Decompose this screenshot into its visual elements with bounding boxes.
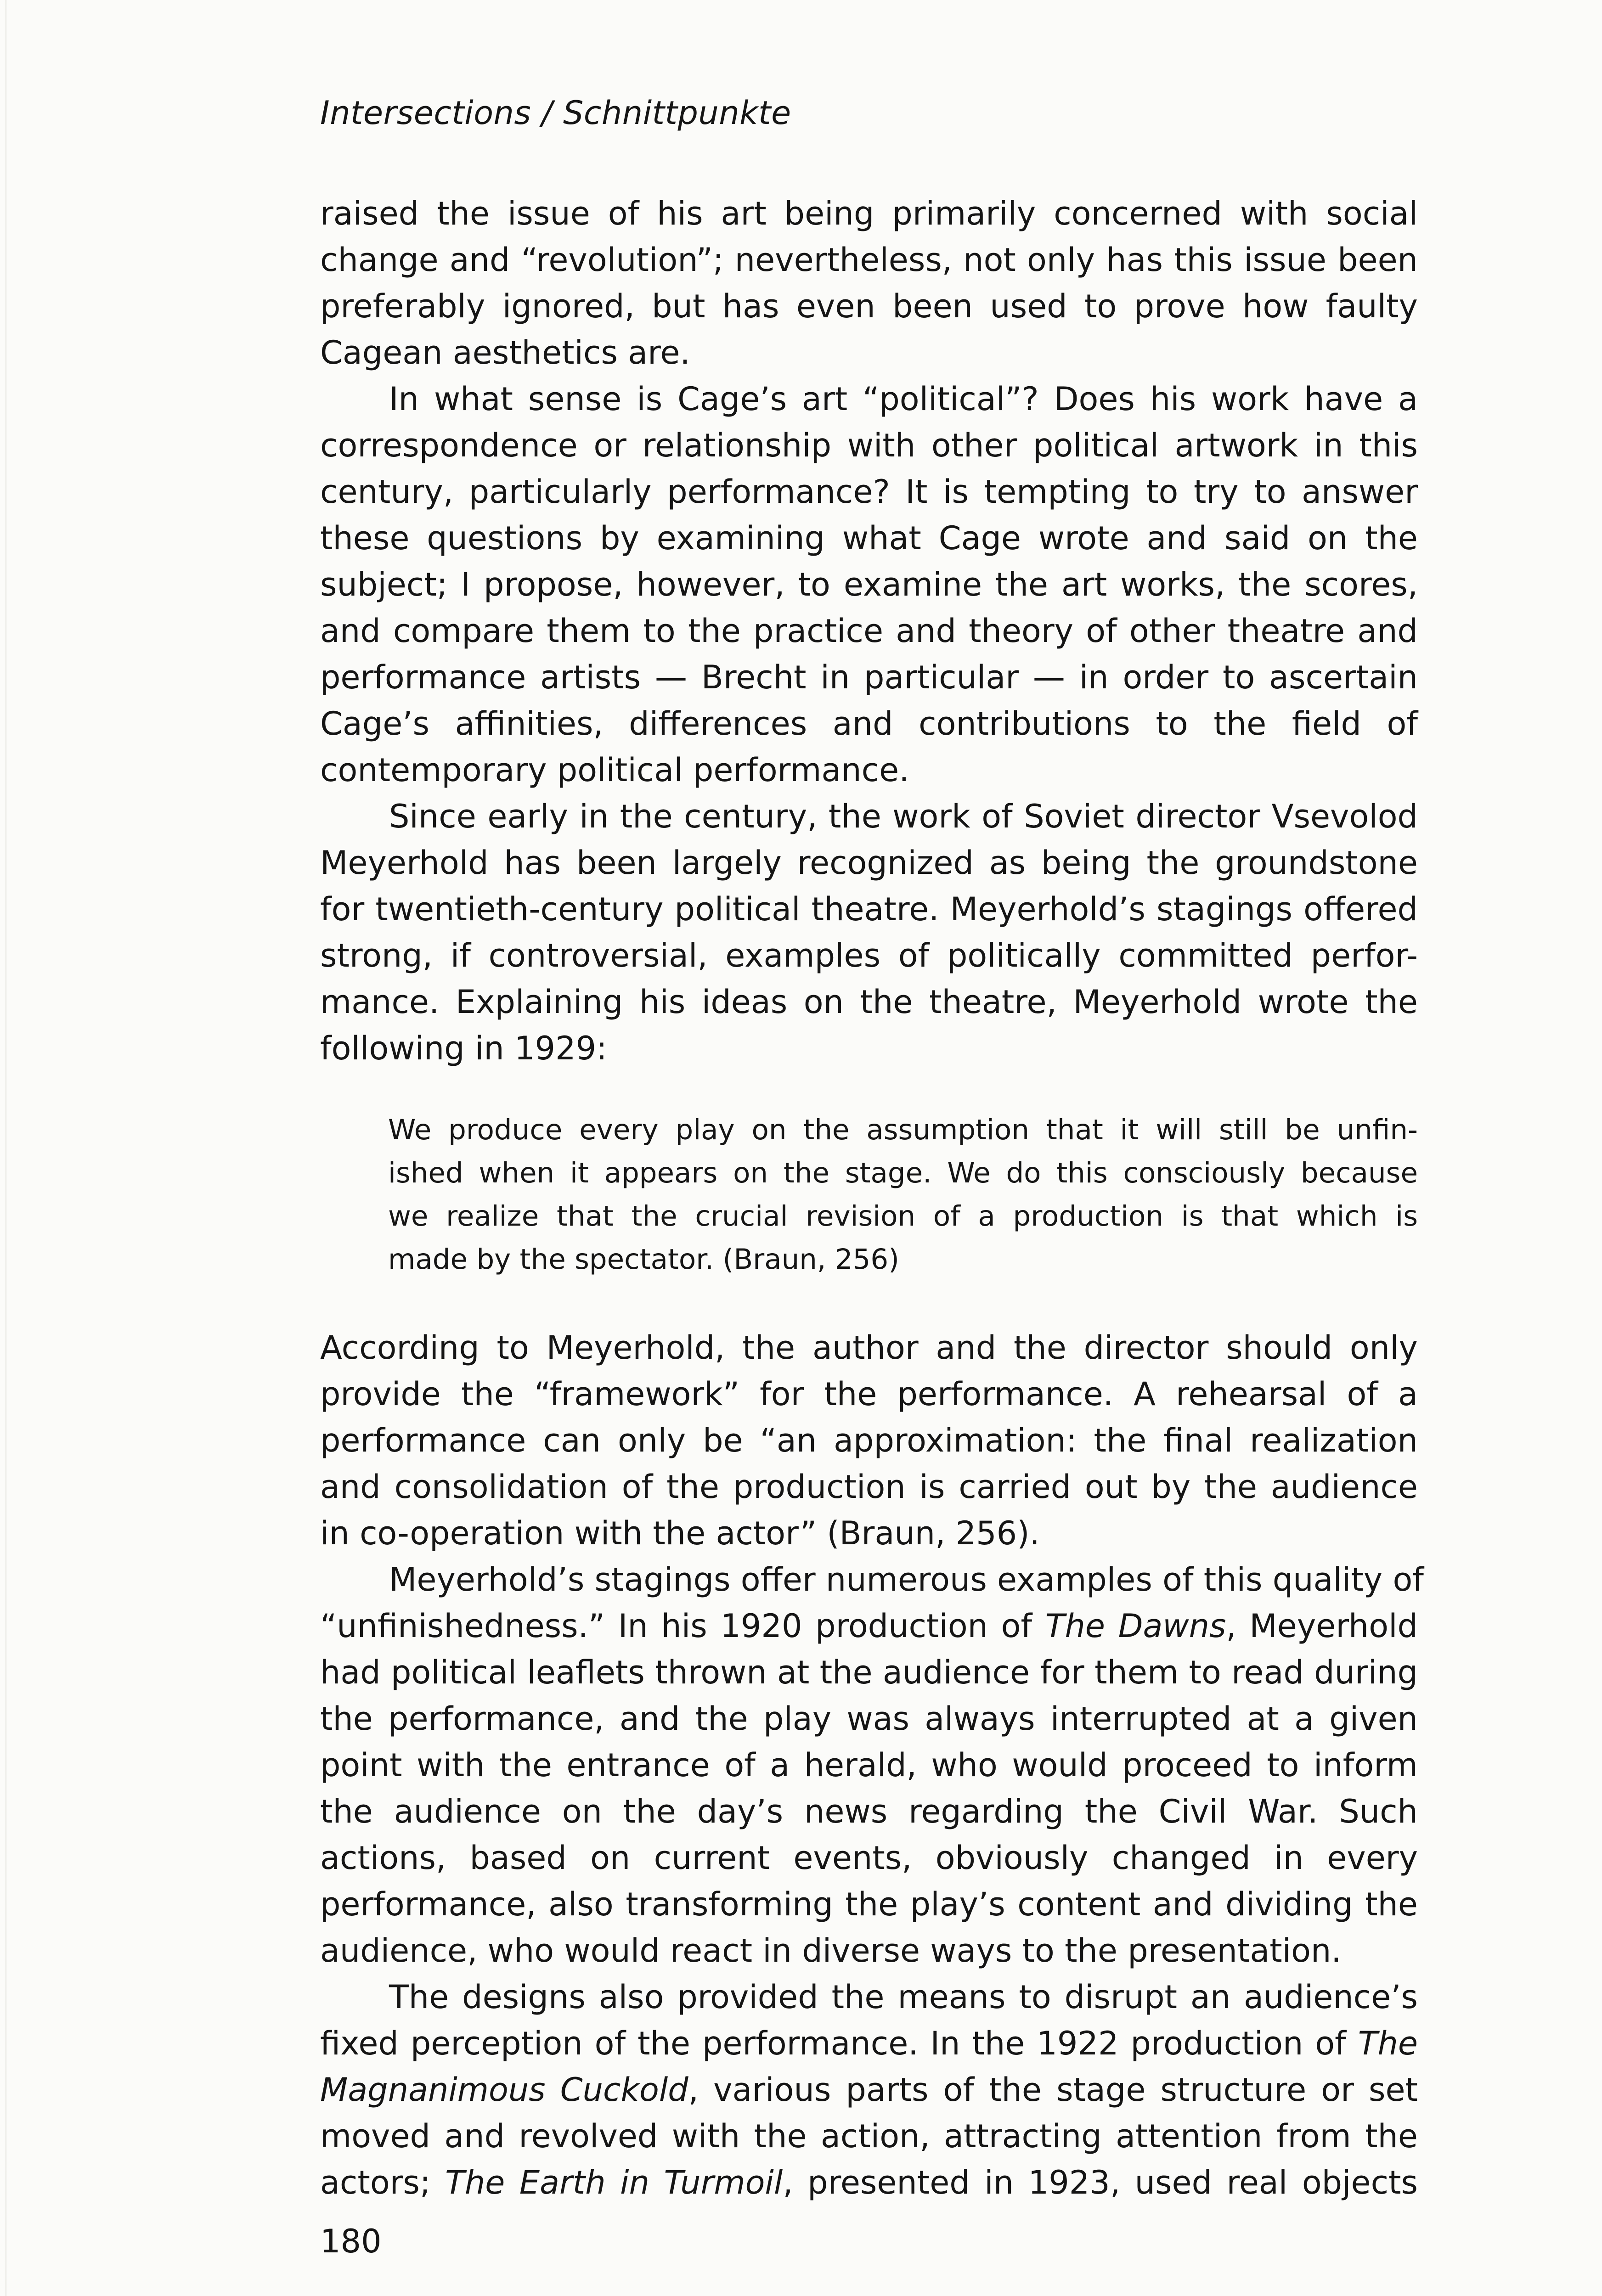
text-line: performance can only be “an approximation: the final realization bbox=[320, 1422, 1418, 1459]
text-line: moved and revolved with the action, attracting attention from the bbox=[320, 2117, 1418, 2155]
text-line: Meyerhold has been largely recognized as being the groundstone bbox=[320, 844, 1418, 882]
paragraph-3 bbox=[320, 793, 1418, 1072]
page-number: 180 bbox=[320, 2223, 382, 2260]
paragraph-4 bbox=[320, 1325, 1418, 1557]
text-line: these questions by examining what Cage wrote and said on the bbox=[320, 519, 1418, 557]
text-line: raised the issue of his art being primarily concerned with social bbox=[320, 195, 1418, 232]
text-line: in co-operation with the actor” (Braun, 256). bbox=[320, 1514, 1040, 1552]
text-line: and compare them to the practice and theory of other theatre and bbox=[320, 612, 1418, 650]
text-line: strong, if controversial, examples of politically committed perfor- bbox=[320, 937, 1418, 974]
paragraph-1 bbox=[320, 191, 1418, 376]
text-line: following in 1929: bbox=[320, 1030, 607, 1067]
title-the-dawns: The Dawns bbox=[1045, 1607, 1226, 1645]
text-line: Since early in the century, the work of Soviet director Vsevolod bbox=[389, 798, 1418, 835]
paragraph-2 bbox=[320, 376, 1418, 793]
text-line: According to Meyerhold, the author and the director should only bbox=[320, 1329, 1418, 1367]
title-magnanimous-cuckold: Magnanimous Cuckold bbox=[320, 2071, 688, 2109]
text-line: the performance, and the play was always interrupted at a given bbox=[320, 1700, 1418, 1738]
text-line: In what sense is Cage’s art “political”? Does his work have a bbox=[389, 380, 1418, 418]
text-run: “unfinishedness.” In his 1920 production of bbox=[320, 1607, 1045, 1645]
text-line bbox=[320, 1603, 1418, 1649]
text-line: contemporary political performance. bbox=[320, 751, 909, 789]
text-run: , various parts of the stage structure or set bbox=[688, 2071, 1418, 2109]
running-head: Intersections / Schnittpunkte bbox=[320, 94, 791, 132]
text-line: century, particularly performance? It is tempting to try to answer bbox=[320, 473, 1418, 511]
text-line: provide the “framework” for the performance. A rehearsal of a bbox=[320, 1375, 1418, 1413]
text-line: and consolidation of the production is carried out by the audience bbox=[320, 1468, 1418, 1506]
text-run: , Meyerhold bbox=[1226, 1607, 1418, 1645]
block-quote bbox=[388, 1109, 1418, 1281]
title-earth-in-turmoil: The Earth in Turmoil bbox=[445, 2164, 783, 2201]
text-line: had political leaflets thrown at the audience for them to read during bbox=[320, 1654, 1418, 1691]
text-line: Meyerhold’s stagings offer numerous examples of this quality of bbox=[389, 1561, 1424, 1598]
text-run: fixed perception of the performance. In the 1922 production of bbox=[320, 2025, 1358, 2062]
text-line: performance, also transforming the play’s content and dividing the bbox=[320, 1885, 1418, 1923]
text-line: change and “revolution”; nevertheless, not only has this issue been bbox=[320, 241, 1418, 279]
text-run: actors; bbox=[320, 2164, 446, 2201]
text-line: Cage’s affinities, differences and contributions to the field of bbox=[320, 705, 1418, 743]
quote-line: we realize that the crucial revision of a production is that which is bbox=[388, 1200, 1418, 1232]
text-line: actions, based on current events, obviously changed in every bbox=[320, 1839, 1418, 1877]
paragraph-5 bbox=[320, 1557, 1424, 1974]
text-line: Cagean aesthetics are. bbox=[320, 334, 690, 371]
text-line: preferably ignored, but has even been used to prove how faulty bbox=[320, 287, 1418, 325]
text-line: The designs also provided the means to disrupt an audience’s bbox=[389, 1978, 1418, 2016]
paragraph-6 bbox=[320, 1974, 1418, 2206]
text-line bbox=[320, 2067, 1418, 2113]
quote-line: We produce every play on the assumption that it will still be unfin- bbox=[388, 1114, 1418, 1146]
text-line: for twentieth-century political theatre. Meyerhold’s stagings offered bbox=[320, 890, 1418, 928]
text-line: subject; I propose, however, to examine the art works, the scores, bbox=[320, 566, 1418, 603]
text-run: , presented in 1923, used real objects bbox=[783, 2164, 1418, 2201]
text-line: performance artists — Brecht in particular — in order to ascertain bbox=[320, 658, 1418, 696]
text-line: point with the entrance of a herald, who would proceed to inform bbox=[320, 1746, 1418, 1784]
text-line: mance. Explaining his ideas on the theatre, Meyerhold wrote the bbox=[320, 983, 1418, 1021]
body-text bbox=[320, 191, 1424, 2206]
text-line: the audience on the day’s news regarding the Civil War. Such bbox=[320, 1793, 1418, 1830]
text-line bbox=[320, 2160, 1418, 2206]
quote-line: made by the spectator. (Braun, 256) bbox=[388, 1243, 899, 1276]
title-fragment: The bbox=[1358, 2025, 1418, 2062]
text-line: correspondence or relationship with other political artwork in this bbox=[320, 427, 1418, 464]
quote-line: ished when it appears on the stage. We do this consciously because bbox=[388, 1157, 1418, 1189]
text-line: audience, who would react in diverse ways to the presentation. bbox=[320, 1932, 1342, 1970]
text-line bbox=[320, 2020, 1418, 2067]
